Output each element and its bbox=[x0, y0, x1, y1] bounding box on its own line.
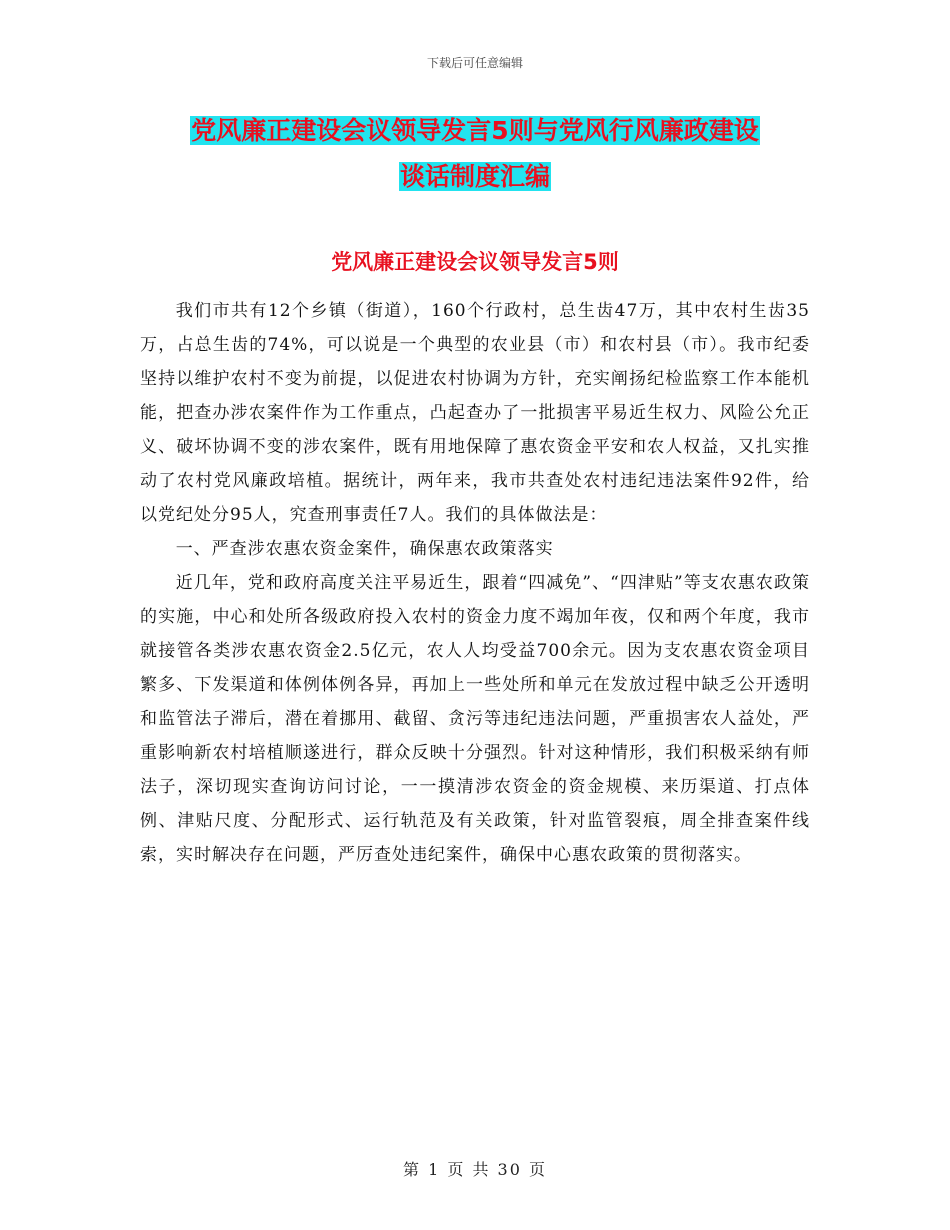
title-line-2: 谈话制度汇编 bbox=[399, 162, 550, 191]
title-line-1: 党风廉正建设会议领导发言5则与党风行风廉政建设 bbox=[191, 116, 759, 145]
page-number-footer: 第 1 页 共 30 页 bbox=[403, 1160, 547, 1179]
paragraph-heading: 一、严查涉农惠农资金案件，确保惠农政策落实 bbox=[175, 539, 554, 559]
document-title bbox=[140, 108, 810, 200]
header-note: 下载后可任意编辑 bbox=[426, 56, 523, 70]
body-text bbox=[140, 294, 810, 872]
paragraph: 近几年，党和政府高度关注平易近生，跟着“四减免”、“四津贴”等支农惠农政策的实施，中心和处所各级政府投入农村的资金力度不竭加年夜，仅和两个年度，我市就接管各类涉农惠农资金2.5亿元，农人人均受益700余元。因为支农惠农资金项目繁多、下发渠道和体例体例各异，再加上一些处所和单元在发放过程中缺乏公开透明和监管法子滞后，潜在着挪用、截留、贪污等违纪违法问题，严重损害农人益处，严重影响新农村培植顺遂进行，群众反映十分强烈。针对这种情形，我们积极采纳有师法子，深切现实查询访问讨论，一一摸清涉农资金的资金规模、来历渠道、打点体例、津贴尺度、分配形式、运行轨范及有关政策，针对监管裂痕，周全排查案件线索，实时解决存在问题，严厉查处违纪案件，确保中心惠农政策的贯彻落实。 bbox=[140, 573, 810, 865]
section-title: 党风廉正建设会议领导发言5则 bbox=[331, 250, 619, 274]
paragraph: 我们市共有12个乡镇（街道），160个行政村，总生齿47万，其中农村生齿35万，占总生齿的74%，可以说是一个典型的农业县（市）和农村县（市）。我市纪委坚持以维护农村不变为前提，以促进农村协调为方针，充实阐扬纪检监察工作本能机能，把查办涉农案件作为工作重点，凸起查办了一批损害平易近生权力、风险公允正义、破坏协调不变的涉农案件，既有用地保障了惠农资金平安和农人权益，又扎实推动了农村党风廉政培植。据统计，两年来，我市共查处农村违纪违法案件92件，给以党纪处分95人，究查刑事责任7人。我们的具体做法是： bbox=[140, 301, 810, 525]
